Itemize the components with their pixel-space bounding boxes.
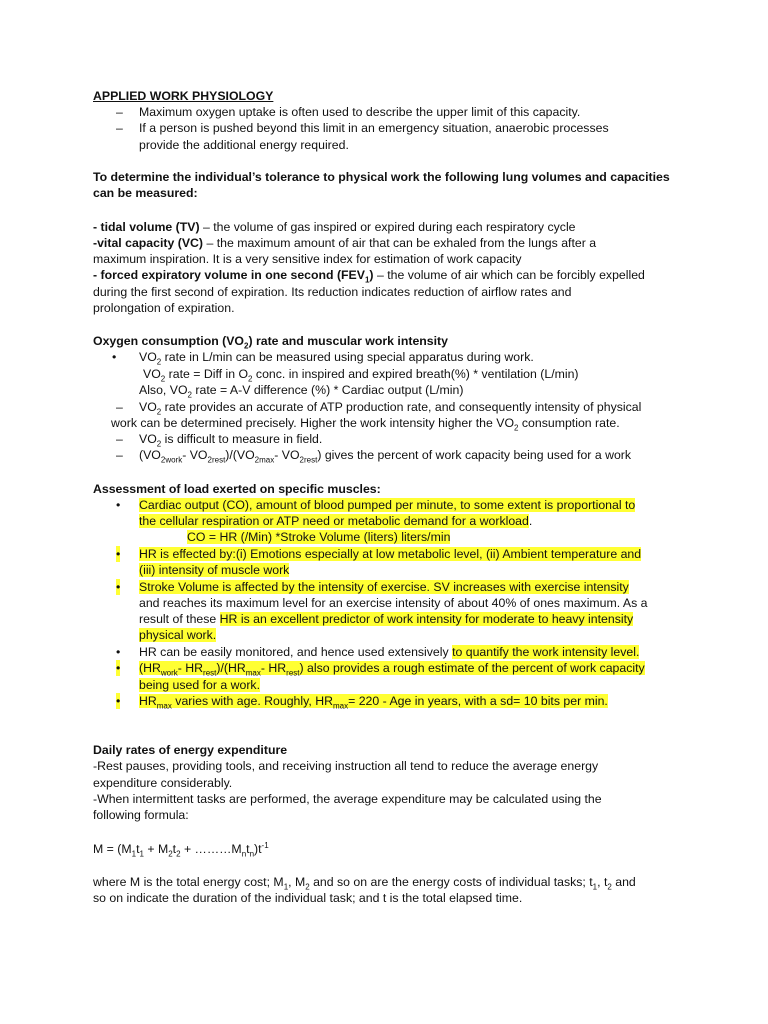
highlighted-text: CO = HR (/Min) *Stroke Volume (liters) liters/min	[187, 530, 451, 544]
hrr-p5: ) also provides a rough estimate of the percent of work capacity	[299, 661, 645, 675]
hrr-p3: )/(HR	[216, 661, 246, 675]
vital-capacity-line	[93, 235, 596, 251]
highlighted-text	[139, 661, 645, 678]
fev-text: – the volume of air which can be forcibly expelled	[373, 268, 645, 282]
vo2-accuracy-line	[139, 399, 641, 415]
highlighted-text: being used for a work.	[139, 678, 260, 692]
section-heading-load: Assessment of load exerted on specific muscles:	[93, 482, 381, 496]
f-s5: n	[241, 849, 247, 859]
highlighted-text: to quantify the work intensity level.	[452, 645, 640, 659]
hr-age-line	[139, 693, 608, 709]
bullet-marker: •	[116, 498, 121, 512]
f-e: + ………M	[180, 842, 242, 856]
vo2-acc2-b: consumption rate.	[518, 416, 620, 430]
f-c: + M	[143, 842, 169, 856]
stroke-volume-line-3	[139, 611, 633, 627]
hr-effected-line-2	[139, 562, 289, 578]
vo2-diff-b: rate = Diff in O	[165, 367, 249, 381]
intermittent-line: -When intermittent tasks are performed, the average expenditure may be calculated using the	[93, 792, 602, 806]
highlighted-text: the cellular respiration or ATP need or metabolic demand for a workload	[139, 514, 529, 528]
vo2-ratio-line	[139, 447, 631, 463]
vo2-accuracy-line-2	[111, 415, 620, 431]
f-sup: -1	[261, 840, 269, 850]
dash-marker: –	[116, 105, 123, 119]
w-a: where M is the total energy cost; M	[93, 875, 284, 889]
bullet-marker: •	[116, 580, 121, 594]
vo2-field-a: VO	[139, 432, 157, 446]
vo2-b: rate in L/min can be measured using special apparatus during work.	[161, 350, 534, 364]
w-b: , M	[288, 875, 306, 889]
w-d: , t	[597, 875, 608, 889]
fev-line	[93, 267, 645, 283]
vo2-acc2-sub: 2	[514, 423, 519, 433]
dash-marker: –	[116, 121, 123, 135]
f-s1: 1	[131, 849, 137, 859]
f-a: M = (M	[93, 842, 132, 856]
ratio-p3: )/(VO	[225, 448, 255, 462]
vo2-measure-line	[139, 349, 534, 365]
f-s3: 2	[168, 849, 173, 859]
oxygen-heading-sub: 2	[244, 341, 249, 351]
vo2-diff-formula	[143, 366, 579, 382]
vo2-acc-sub: 2	[156, 407, 162, 417]
age-s1: max	[156, 701, 172, 711]
age-s2: max	[332, 701, 349, 711]
bullet-marker: •	[116, 661, 121, 675]
vo2-diff-c: conc. in inspired and expired breath(%) * ventilation (L/min)	[252, 367, 579, 381]
dash-marker: –	[116, 432, 123, 446]
rest-pauses-line-2: expenditure considerably.	[93, 776, 233, 790]
age-p3: = 220 - Age in years, with a sd= 10 bits per min.	[348, 694, 608, 708]
ratio-s3: 2max	[254, 455, 275, 465]
vo2-acc2-a: work can be determined precisely. Higher the work intensity higher the VO	[111, 416, 515, 430]
vo2-acc-a: VO	[139, 400, 157, 414]
dash-marker: –	[116, 400, 123, 414]
fev-line-2: during the first second of expiration. Its reduction indicates reduction of airflow rates and	[93, 285, 572, 299]
hrr-s3: max	[245, 668, 261, 678]
ratio-s1: 2work	[160, 455, 183, 465]
hrr-s4: rest	[286, 668, 300, 678]
f-s6: n	[249, 849, 255, 859]
vo2-av-formula	[139, 382, 463, 398]
section-heading-lung-volumes: To determine the individual’s tolerance to physical work the following lung volumes and capacities	[93, 170, 670, 184]
bullet-marker: •	[116, 694, 121, 708]
w-s4: 2	[607, 882, 612, 892]
vo2-diff-sub2: 2	[248, 374, 253, 384]
sv-result-text: result of these	[139, 612, 220, 626]
section-heading-lung-volumes-cont: can be measured:	[93, 186, 198, 200]
vo2-av-sub: 2	[187, 390, 192, 400]
ratio-p4: - VO	[274, 448, 300, 462]
f-s4: 2	[176, 849, 181, 859]
vo2-diff-a: VO	[143, 367, 161, 381]
vo2-sub: 2	[156, 357, 162, 367]
where-line-2: so on indicate the duration of the individual task; and t is the total elapsed time.	[93, 891, 523, 905]
age-p2: varies with age. Roughly, HR	[171, 694, 333, 708]
f-s2: 1	[139, 849, 144, 859]
intro-line-1: Maximum oxygen uptake is often used to describe the upper limit of this capacity.	[139, 105, 581, 119]
intro-line-3: provide the additional energy required.	[139, 138, 349, 152]
w-s2: 2	[305, 882, 310, 892]
hr-monitor-text: HR can be easily monitored, and hence used extensively	[139, 645, 453, 659]
stroke-volume-line	[139, 579, 629, 595]
fev-close: )	[369, 268, 374, 282]
tidal-volume-text: – the volume of gas inspired or expired during each respiratory cycle	[199, 220, 576, 234]
vo2-av-a: Also, VO	[139, 383, 188, 397]
oxygen-heading-b: ) rate and muscular work intensity	[248, 334, 448, 348]
cardiac-output-line-2	[139, 513, 532, 529]
bullet-marker: •	[112, 350, 117, 364]
ratio-s4: 2rest	[299, 455, 318, 465]
section-heading-energy: Daily rates of energy expenditure	[93, 743, 288, 757]
rest-pauses-line: -Rest pauses, providing tools, and receiving instruction all tend to reduce the average energy	[93, 759, 599, 773]
hr-effected-line	[139, 546, 641, 562]
vo2-acc-b: rate provides an accurate of ATP production rate, and consequently intensity of physical	[161, 400, 642, 414]
fev-term	[93, 268, 374, 285]
ratio-p2: - VO	[182, 448, 208, 462]
vo2-av-b: rate = A-V difference (%) * Cardiac output (L/min)	[191, 383, 464, 397]
tidal-volume-line	[93, 219, 576, 235]
vital-capacity-text: – the maximum amount of air that can be exhaled from the lungs after a	[203, 236, 597, 250]
vital-capacity-line-2: maximum inspiration. It is a very sensitive index for estimation of work capacity	[93, 252, 522, 266]
stroke-volume-line-2: and reaches its maximum level for an exercise intensity of about 40% of ones maximum. As a	[139, 596, 648, 610]
vital-capacity-term: -vital capacity (VC)	[93, 236, 204, 250]
vo2-field-b: is difficult to measure in field.	[161, 432, 323, 446]
hrr-p1: (HR	[139, 661, 161, 675]
intermittent-line-2: following formula:	[93, 808, 189, 822]
highlighted-text: HR is effected by:(i) Emotions especially at low metabolic level, (ii) Ambient temperature and	[139, 547, 642, 561]
oxygen-heading-a: Oxygen consumption (VO	[93, 334, 244, 348]
ratio-s2: 2rest	[207, 455, 226, 465]
f-b: t	[136, 842, 140, 856]
highlighted-text: (iii) intensity of muscle work	[139, 563, 290, 577]
hrr-s2: rest	[203, 668, 217, 678]
cardiac-output-formula	[187, 529, 450, 545]
stroke-volume-line-4	[139, 627, 216, 643]
fev-subscript: 1	[364, 275, 370, 285]
highlighted-text	[139, 694, 608, 711]
highlighted-text: Cardiac output (CO), amount of blood pumped per minute, to some extent is proportional to	[139, 498, 636, 512]
vo2-field-line	[139, 431, 322, 447]
fev-term-text: - forced expiratory volume in one second (FEV	[93, 268, 365, 282]
w-s3: 1	[592, 882, 598, 892]
ratio-p1: (VO	[139, 448, 161, 462]
ratio-p5: ) gives the percent of work capacity being used for a work	[317, 448, 632, 462]
bullet-marker: •	[116, 645, 121, 659]
cardiac-output-end: .	[528, 514, 533, 528]
hr-ratio-line	[139, 660, 645, 676]
highlighted-text: Stroke Volume is affected by the intensity of exercise. SV increases with exercise intensity	[139, 580, 629, 594]
hrr-s1: work	[160, 668, 178, 678]
f-f: t	[246, 842, 250, 856]
vo2-field-sub: 2	[156, 439, 162, 449]
hr-ratio-line-2	[139, 677, 260, 693]
w-s1: 1	[283, 882, 289, 892]
intro-line-2: If a person is pushed beyond this limit in an emergency situation, anaerobic processes	[139, 121, 609, 135]
hrr-p2: - HR	[177, 661, 204, 675]
f-d: t	[172, 842, 177, 856]
f-g: )t	[254, 842, 262, 856]
section-heading-oxygen	[93, 333, 448, 349]
fev-line-3: prolongation of expiration.	[93, 301, 235, 315]
dash-marker: –	[116, 448, 123, 462]
vo2-a: VO	[139, 350, 157, 364]
where-line	[93, 874, 636, 890]
page-title: APPLIED WORK PHYSIOLOGY	[93, 89, 274, 103]
highlighted-text: physical work.	[139, 628, 217, 642]
energy-formula	[93, 841, 269, 857]
vo2-diff-sub: 2	[160, 374, 166, 384]
highlighted-text: HR is an excellent predictor of work intensity for moderate to heavy intensity	[219, 612, 634, 626]
tidal-volume-term: - tidal volume (TV)	[93, 220, 200, 234]
age-p1: HR	[139, 694, 157, 708]
w-c: and so on are the energy costs of individual tasks; t	[309, 875, 593, 889]
hr-monitor-line	[139, 644, 639, 660]
hrr-p4: - HR	[260, 661, 287, 675]
w-e: and	[611, 875, 636, 889]
cardiac-output-line	[139, 497, 635, 513]
bullet-marker: •	[116, 547, 121, 561]
